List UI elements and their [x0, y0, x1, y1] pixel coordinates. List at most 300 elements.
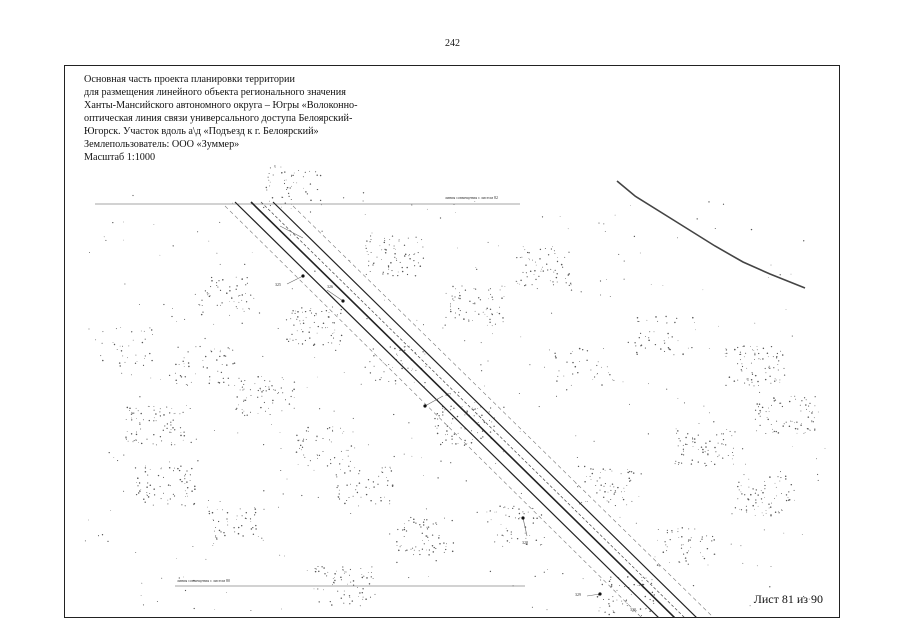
vegetation-dot: [174, 444, 175, 445]
vegetation-dot: [463, 318, 465, 320]
vegetation-dot: [264, 380, 265, 381]
vegetation-dot: [190, 480, 191, 481]
vegetation-dot: [748, 479, 749, 480]
vegetation-dot: [795, 399, 796, 400]
vegetation-dot: [213, 543, 214, 544]
vegetation-dot: [378, 476, 379, 477]
vegetation-dot: [234, 531, 235, 532]
vegetation-dot: [520, 337, 521, 338]
vegetation-dot: [693, 446, 694, 447]
vegetation-dot: [359, 470, 360, 471]
vegetation-dot: [651, 284, 652, 285]
vegetation-dot: [636, 352, 638, 354]
vegetation-dot: [197, 460, 198, 461]
vegetation-dot: [392, 235, 393, 236]
vegetation-dot: [357, 492, 358, 493]
vegetation-dot: [465, 290, 466, 291]
vegetation-dot: [557, 261, 558, 262]
vegetation-dot: [263, 207, 264, 208]
vegetation-dot: [241, 300, 242, 301]
vegetation-dot: [374, 594, 375, 595]
vegetation-dot: [308, 465, 309, 466]
vegetation-dot: [229, 286, 230, 287]
vegetation-dot: [523, 246, 524, 247]
vegetation-dot: [316, 569, 317, 570]
drawing-frame: [64, 65, 840, 618]
vegetation-dot: [529, 535, 530, 536]
vegetation-dot: [783, 533, 784, 534]
vegetation-dot: [687, 552, 688, 553]
vegetation-dot: [272, 400, 274, 402]
vegetation-dot: [317, 455, 318, 456]
vegetation-dot: [140, 413, 142, 415]
vegetation-dot: [350, 582, 351, 583]
vegetation-dot: [733, 448, 734, 449]
vegetation-dot: [260, 388, 261, 389]
vegetation-dot: [271, 385, 272, 386]
vegetation-dot: [504, 507, 505, 508]
vegetation-dot: [179, 364, 180, 365]
vegetation-dot: [104, 236, 105, 237]
vegetation-dot: [692, 459, 693, 460]
vegetation-dot: [292, 390, 293, 391]
vegetation-dot: [339, 498, 340, 499]
vegetation-dot: [269, 201, 270, 202]
vegetation-dot: [146, 494, 147, 495]
vegetation-dot: [709, 348, 710, 349]
vegetation-dot: [239, 295, 240, 296]
vegetation-dot: [136, 440, 137, 441]
vegetation-dot: [250, 518, 251, 519]
vegetation-dot: [184, 319, 185, 320]
vegetation-dot: [334, 330, 335, 331]
vegetation-dot: [250, 294, 251, 295]
vegetation-dot: [551, 248, 552, 249]
vegetation-dot: [279, 555, 280, 556]
vegetation-dot: [455, 212, 456, 213]
vegetation-dot: [236, 519, 237, 520]
vegetation-dot: [386, 477, 387, 478]
vegetation-dot: [811, 420, 812, 421]
vegetation-dot: [95, 339, 96, 340]
vegetation-dot: [149, 420, 150, 421]
vegetation-dot: [610, 576, 611, 577]
vegetation-dot: [683, 544, 684, 545]
vegetation-dot: [134, 413, 135, 414]
vegetation-dot: [768, 408, 769, 409]
vegetation-dot: [627, 603, 628, 604]
vegetation-dot: [394, 348, 396, 350]
vegetation-dot: [362, 599, 363, 600]
vegetation-dot: [658, 529, 659, 530]
vegetation-dot: [394, 245, 395, 246]
vegetation-dot: [502, 286, 503, 287]
vegetation-dot: [270, 414, 271, 415]
vegetation-dot: [202, 305, 203, 306]
vegetation-dot: [473, 409, 474, 410]
vegetation-dot: [648, 433, 649, 434]
vegetation-dot: [348, 466, 349, 467]
vegetation-dot: [391, 470, 392, 471]
vegetation-dot: [535, 279, 536, 280]
vegetation-dot: [307, 193, 308, 194]
vegetation-dot: [490, 571, 491, 572]
vegetation-dot: [316, 436, 317, 437]
vegetation-dot: [604, 612, 605, 613]
vegetation-dot: [174, 495, 175, 496]
vegetation-dot: [767, 353, 769, 355]
vegetation-dot: [242, 409, 243, 410]
vegetation-dot: [434, 547, 435, 548]
vegetation-dot: [423, 258, 424, 259]
vegetation-dot: [253, 534, 254, 535]
vegetation-dot: [737, 486, 738, 487]
vegetation-dot: [394, 456, 395, 457]
vegetation-dot: [161, 440, 162, 441]
vegetation-dot: [462, 406, 463, 407]
vegetation-dot: [291, 175, 292, 176]
vegetation-dot: [792, 336, 793, 337]
vegetation-dot: [306, 430, 307, 431]
vegetation-dot: [741, 492, 742, 493]
vegetation-dot: [278, 507, 279, 508]
vegetation-dot: [507, 530, 508, 531]
vegetation-dot: [712, 536, 713, 537]
vegetation-dot: [250, 412, 251, 413]
vegetation-dot: [371, 572, 372, 573]
vegetation-dot: [383, 362, 384, 363]
vegetation-dot: [244, 264, 245, 265]
vegetation-dot: [383, 371, 384, 372]
vegetation-dot: [187, 487, 188, 488]
vegetation-dot: [163, 414, 165, 416]
vegetation-dot: [782, 354, 784, 356]
vegetation-dot: [368, 254, 369, 255]
vegetation-dot: [245, 284, 246, 285]
survey-point: [521, 516, 524, 519]
vegetation-dot: [679, 562, 680, 563]
vegetation-dot: [370, 500, 371, 501]
vegetation-dot: [779, 481, 780, 482]
vegetation-dot: [484, 386, 485, 387]
vegetation-dot: [397, 275, 398, 276]
vegetation-dot: [742, 346, 743, 347]
vegetation-dot: [185, 496, 186, 497]
vegetation-dot: [503, 321, 504, 322]
vegetation-dot: [306, 317, 307, 318]
vegetation-dot: [756, 403, 758, 405]
vegetation-dot: [488, 242, 489, 243]
vegetation-dot: [780, 477, 781, 478]
vegetation-dot: [521, 257, 522, 258]
vegetation-dot: [680, 440, 681, 441]
vegetation-dot: [778, 432, 780, 434]
vegetation-dot: [241, 525, 242, 526]
vegetation-dot: [145, 502, 146, 503]
vegetation-dot: [226, 592, 227, 593]
vegetation-dot: [501, 524, 502, 525]
vegetation-dot: [609, 605, 610, 606]
vegetation-dot: [102, 534, 103, 535]
vegetation-dot: [393, 414, 394, 415]
vegetation-dot: [141, 595, 142, 596]
vegetation-dot: [221, 302, 222, 303]
vegetation-dot: [571, 289, 572, 290]
vegetation-dot: [623, 382, 624, 383]
vegetation-dot: [223, 355, 225, 357]
vegetation-dot: [683, 451, 684, 452]
vegetation-dot: [349, 260, 350, 261]
vegetation-dot: [186, 481, 187, 482]
vegetation-dot: [608, 603, 609, 604]
vegetation-dot: [136, 434, 138, 436]
vegetation-dot: [765, 379, 766, 380]
vegetation-dot: [432, 545, 434, 547]
vegetation-dot: [509, 542, 510, 543]
vegetation-dot: [385, 249, 387, 251]
survey-point: [423, 404, 426, 407]
vegetation-dot: [401, 360, 402, 361]
vegetation-dot: [371, 566, 372, 567]
vegetation-dot: [603, 348, 604, 349]
vegetation-dot: [232, 350, 233, 351]
vegetation-dot: [435, 548, 436, 549]
vegetation-dot: [143, 498, 144, 499]
vegetation-dot: [243, 384, 244, 385]
vegetation-dot: [213, 519, 214, 520]
vegetation-dot: [719, 455, 720, 456]
vegetation-dot: [268, 177, 269, 178]
vegetation-dot: [305, 191, 307, 193]
vegetation-dot: [477, 408, 478, 409]
vegetation-dot: [185, 590, 186, 591]
vegetation-dot: [717, 456, 718, 457]
vegetation-dot: [392, 486, 393, 487]
vegetation-dot: [616, 600, 617, 601]
vegetation-dot: [216, 282, 217, 283]
vegetation-dot: [742, 563, 743, 564]
vegetation-dot: [406, 530, 407, 531]
vegetation-dot: [744, 383, 745, 384]
vegetation-dot: [629, 471, 630, 472]
vegetation-dot: [734, 349, 736, 351]
vegetation-dot: [303, 176, 304, 177]
vegetation-dot: [758, 353, 759, 354]
vegetation-dot: [517, 283, 518, 284]
vegetation-dot: [331, 604, 333, 606]
vegetation-dot: [226, 518, 227, 519]
vegetation-dot: [255, 383, 256, 384]
vegetation-dot: [367, 251, 368, 252]
vegetation-dot: [275, 167, 276, 168]
vegetation-dot: [309, 337, 310, 338]
vegetation-dot: [713, 421, 714, 422]
vegetation-dot: [592, 379, 593, 380]
vegetation-dot: [316, 315, 317, 316]
vegetation-dot: [281, 172, 283, 174]
vegetation-dot: [525, 538, 526, 539]
vegetation-dot: [533, 522, 534, 523]
vegetation-dot: [335, 350, 336, 351]
vegetation-dot: [402, 363, 403, 364]
vegetation-dot: [489, 411, 490, 412]
vegetation-dot: [541, 514, 542, 515]
vegetation-dot: [454, 433, 455, 434]
vegetation-dot: [388, 364, 389, 365]
vegetation-dot: [293, 324, 294, 325]
vegetation-dot: [161, 468, 162, 469]
vegetation-dot: [437, 413, 438, 414]
vegetation-dot: [743, 345, 745, 347]
vegetation-dot: [814, 430, 815, 431]
vegetation-dot: [280, 432, 281, 433]
vegetation-dot: [776, 431, 777, 432]
vegetation-dot: [373, 578, 374, 579]
vegetation-dot: [139, 482, 140, 483]
vegetation-dot: [381, 249, 382, 250]
vegetation-dot: [339, 463, 340, 464]
vegetation-dot: [761, 498, 762, 499]
vegetation-dot: [544, 537, 545, 538]
vegetation-dot: [309, 310, 310, 311]
vegetation-dot: [427, 527, 428, 528]
vegetation-dot: [754, 509, 755, 510]
vegetation-dot: [122, 346, 123, 347]
vegetation-dot: [211, 280, 213, 282]
vegetation-dot: [390, 467, 391, 468]
vegetation-dot: [605, 612, 606, 613]
vegetation-dot: [298, 464, 299, 465]
vegetation-dot: [296, 339, 297, 340]
vegetation-dot: [681, 536, 683, 538]
vegetation-dot: [334, 573, 336, 575]
vegetation-dot: [794, 500, 795, 501]
vegetation-dot: [296, 435, 297, 436]
vegetation-dot: [584, 481, 586, 483]
vegetation-dot: [688, 348, 689, 349]
vegetation-dot: [254, 507, 255, 508]
vegetation-dot: [369, 488, 370, 489]
vegetation-dot: [453, 300, 454, 301]
vegetation-dot: [342, 569, 343, 570]
vegetation-dot: [803, 433, 804, 434]
vegetation-dot: [143, 365, 144, 366]
vegetation-dot: [455, 288, 456, 289]
vegetation-dot: [776, 421, 777, 422]
vegetation-dot: [236, 396, 237, 397]
vegetation-dot: [475, 408, 476, 409]
vegetation-dot: [344, 472, 345, 473]
vegetation-dot: [670, 539, 671, 540]
vegetation-dot: [535, 576, 536, 577]
vegetation-dot: [675, 461, 676, 462]
vegetation-dot: [291, 186, 292, 187]
vegetation-dot: [349, 575, 350, 576]
vegetation-dot: [496, 512, 497, 513]
vegetation-dot: [384, 497, 385, 498]
vegetation-dot: [732, 452, 733, 453]
vegetation-dot: [553, 284, 554, 285]
vegetation-dot: [314, 357, 315, 358]
vegetation-dot: [255, 525, 256, 526]
vegetation-dot: [242, 515, 243, 516]
vegetation-dot: [358, 473, 359, 474]
vegetation-dot: [291, 208, 292, 209]
vegetation-dot: [320, 200, 321, 201]
vegetation-dot: [186, 405, 187, 406]
vegetation-dot: [631, 471, 632, 472]
vegetation-dot: [556, 273, 557, 274]
vegetation-dot: [624, 279, 625, 280]
vegetation-dot: [487, 316, 488, 317]
vegetation-dot: [640, 333, 641, 334]
vegetation-dot: [688, 528, 689, 529]
vegetation-dot: [258, 413, 259, 414]
vegetation-dot: [779, 379, 780, 380]
vegetation-dot: [747, 498, 748, 499]
vegetation-dot: [254, 514, 255, 515]
vegetation-dot: [778, 512, 779, 513]
vegetation-dot: [708, 450, 709, 451]
vegetation-dot: [750, 494, 752, 496]
vegetation-dot: [789, 425, 791, 427]
vegetation-dot: [440, 444, 441, 445]
vegetation-dot: [738, 482, 739, 483]
vegetation-dot: [413, 519, 415, 521]
vegetation-dot: [147, 475, 148, 476]
vegetation-dot: [296, 451, 298, 453]
vegetation-dot: [766, 411, 767, 412]
vegetation-dot: [89, 329, 90, 330]
vegetation-dot: [419, 550, 420, 551]
vegetation-dot: [527, 276, 528, 277]
vegetation-dot: [587, 350, 588, 351]
vegetation-dot: [314, 322, 315, 323]
vegetation-dot: [244, 311, 245, 312]
vegetation-dot: [741, 509, 742, 510]
vegetation-dot: [637, 317, 639, 319]
vegetation-dot: [703, 289, 704, 290]
vegetation-dot: [331, 342, 332, 343]
vegetation-dot: [341, 451, 342, 452]
vegetation-dot: [785, 478, 786, 479]
vegetation-dot: [412, 369, 413, 370]
vegetation-dot: [270, 205, 271, 206]
vegetation-dot: [198, 304, 199, 305]
vegetation-dot: [368, 572, 369, 573]
vegetation-dot: [209, 383, 210, 384]
vegetation-dot: [797, 433, 798, 434]
vegetation-dot: [433, 551, 435, 553]
vegetation-dot: [505, 286, 506, 287]
vegetation-dot: [370, 271, 371, 272]
vegetation-dot: [532, 284, 533, 285]
vegetation-dot: [688, 541, 689, 542]
vegetation-dot: [778, 369, 779, 370]
vegetation-dot: [600, 280, 601, 281]
vegetation-dot: [362, 588, 363, 589]
vegetation-dot: [424, 382, 425, 383]
vegetation-dot: [760, 412, 761, 413]
vegetation-dot: [769, 366, 770, 367]
vegetation-dot: [466, 411, 468, 413]
vegetation-dot: [755, 499, 756, 500]
vegetation-dot: [337, 591, 338, 592]
vegetation-dot: [290, 187, 291, 188]
vegetation-dot: [618, 254, 619, 255]
vegetation-dot: [353, 584, 354, 585]
vegetation-dot: [525, 265, 526, 266]
